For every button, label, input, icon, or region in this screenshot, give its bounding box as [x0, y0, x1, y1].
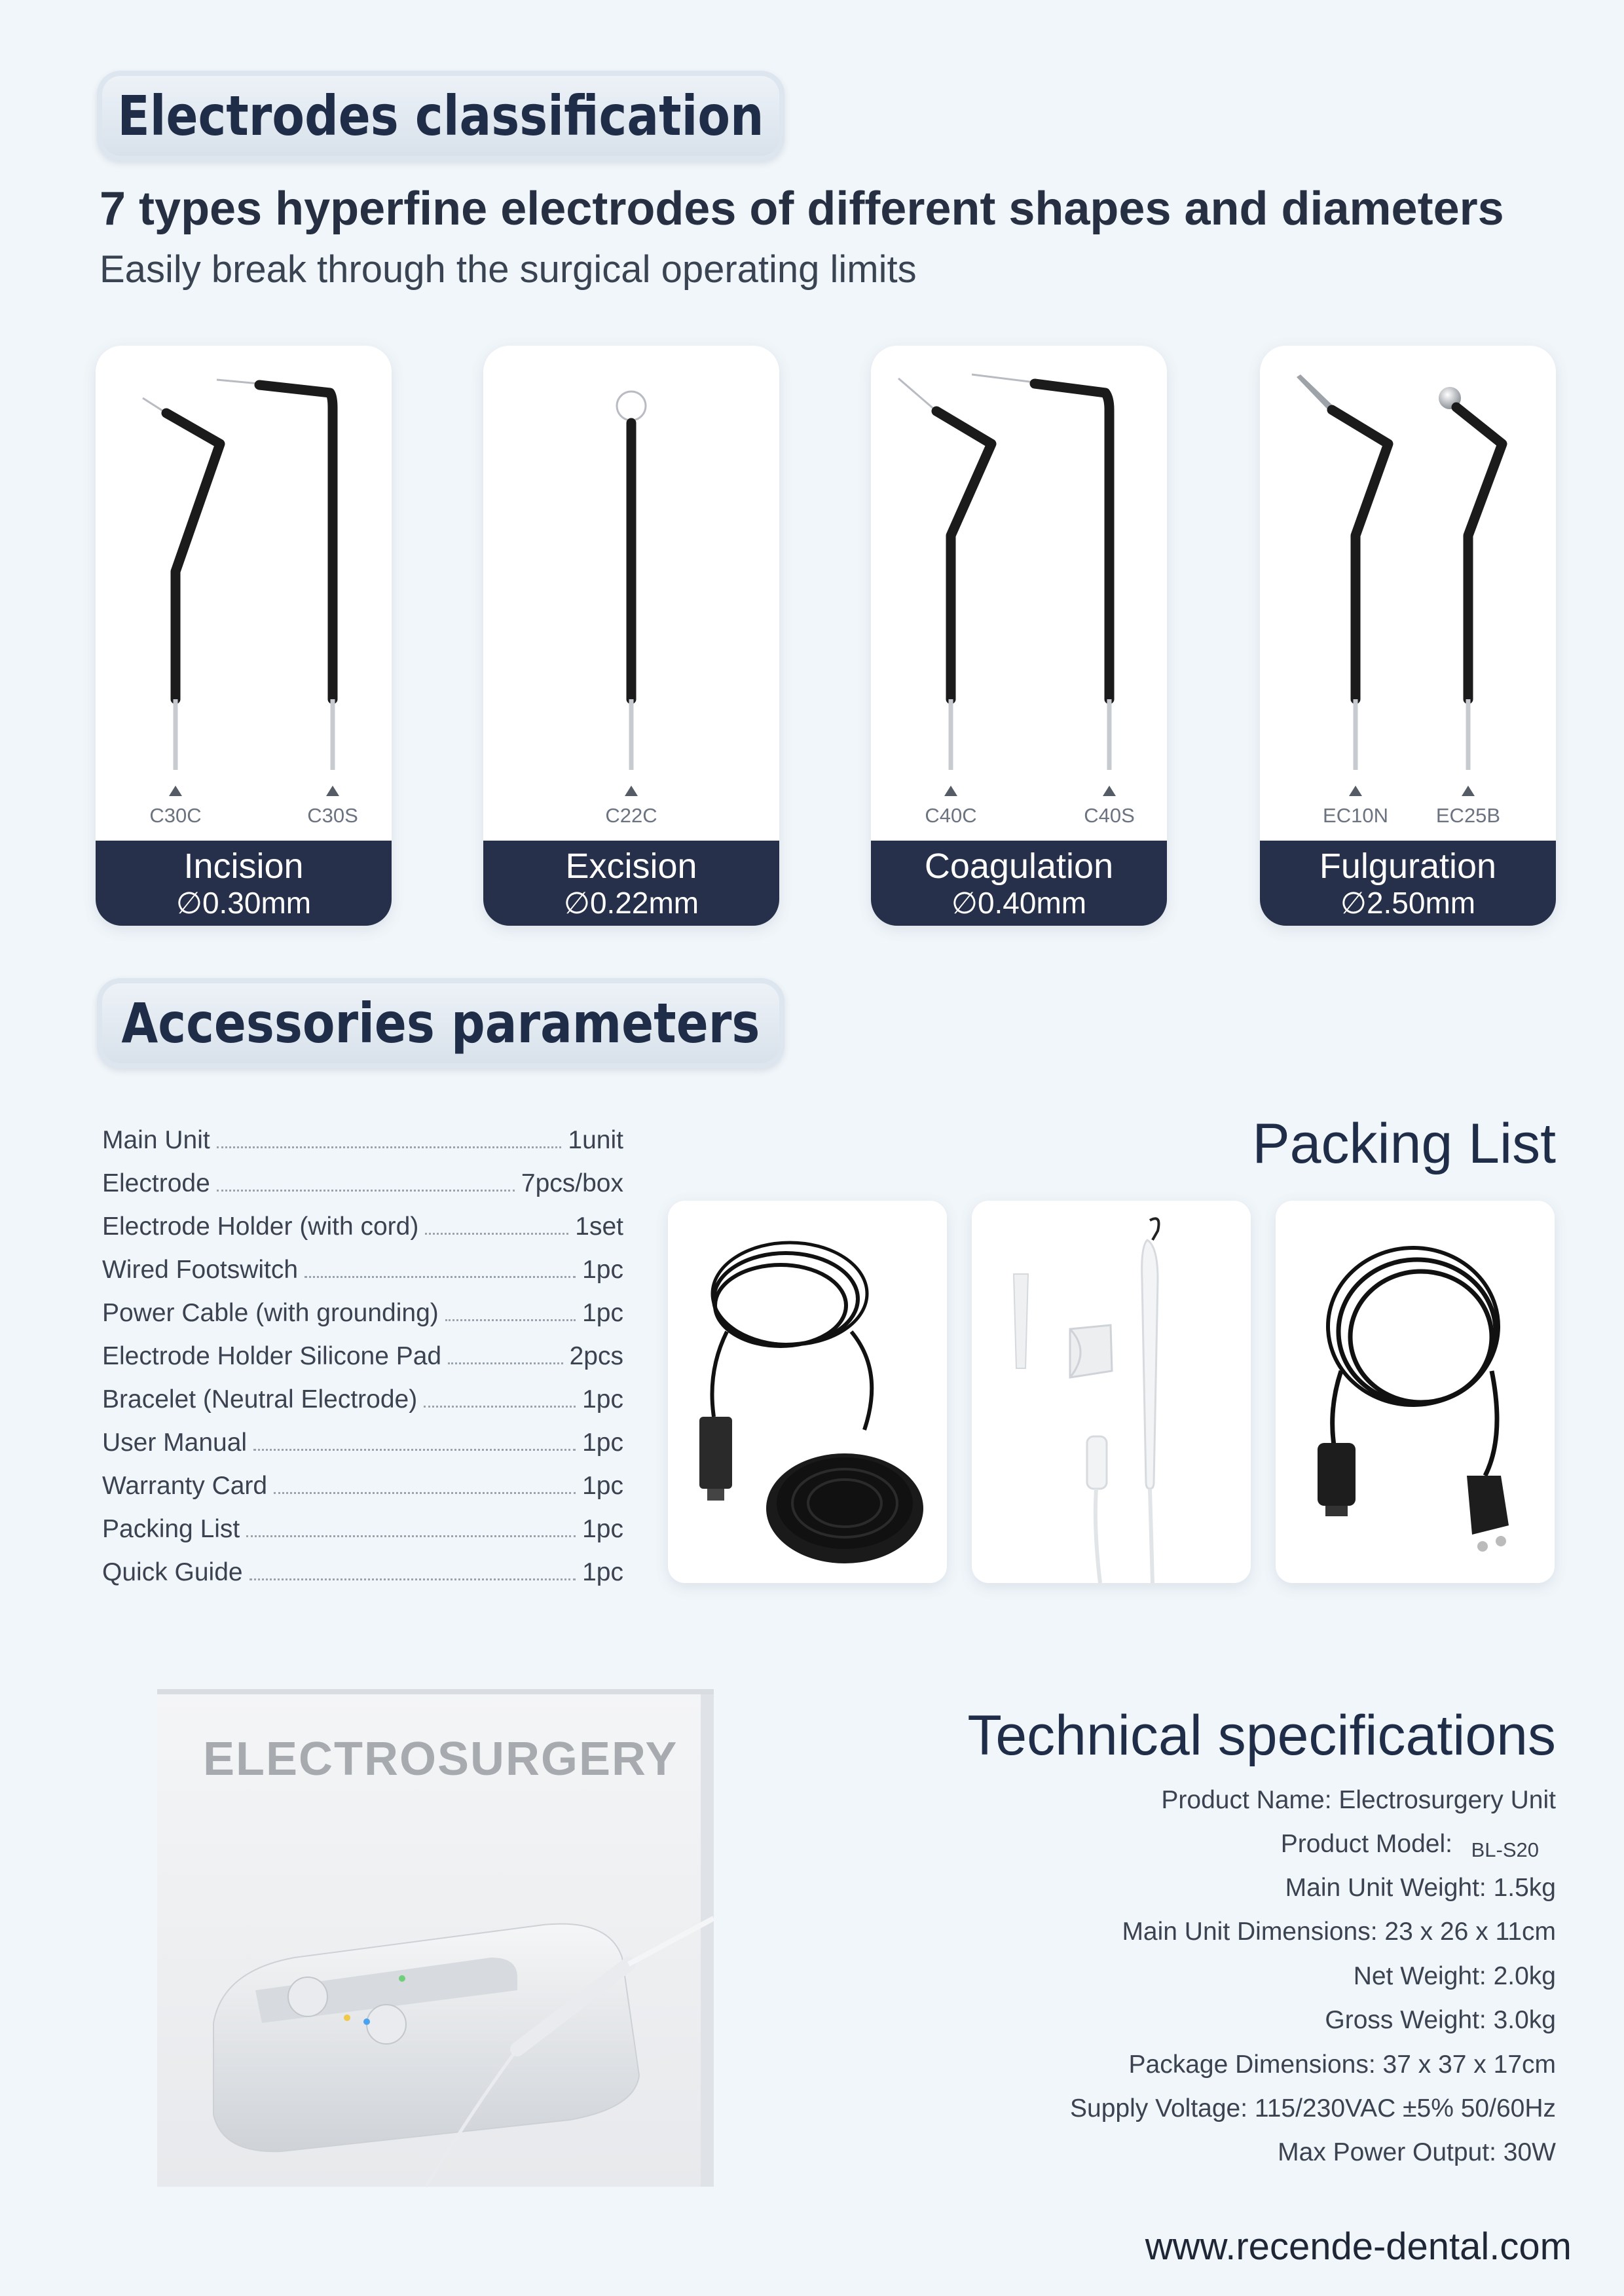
spec-row — [1161, 1786, 1556, 1815]
electrode-holder-illustration — [972, 1201, 1251, 1583]
list-item — [102, 1554, 623, 1587]
product-box — [151, 1683, 720, 2206]
electrode-name: Incision — [183, 847, 304, 886]
accessory-qty: 1pc — [582, 1429, 623, 1457]
spec-row — [1129, 2050, 1557, 2079]
spec-label: Product Model: — [1280, 1830, 1452, 1858]
spec-value: 23 x 26 x 11cm — [1384, 1918, 1556, 1946]
dot-leader — [274, 1492, 576, 1494]
spec-label: Gross Weight: — [1325, 2006, 1486, 2034]
marker-icon — [1462, 786, 1475, 796]
electrode-band — [96, 841, 392, 926]
marker-icon — [326, 786, 339, 796]
packing-photo-footswitch — [668, 1201, 947, 1583]
accessory-item: User Manual — [102, 1429, 248, 1457]
list-item — [102, 1381, 623, 1414]
dot-leader — [249, 1578, 576, 1580]
electrode-diameter: ∅2.50mm — [1340, 886, 1476, 920]
accessory-qty: 1pc — [582, 1558, 623, 1586]
electrode-code: C30C — [149, 804, 202, 827]
dot-leader — [246, 1535, 576, 1537]
packing-list-title: Packing List — [1252, 1112, 1556, 1175]
spec-value: 37 x 37 x 17cm — [1382, 2050, 1556, 2079]
spec-label: Max Power Output: — [1278, 2138, 1496, 2166]
accessory-item: Electrode Holder (with cord) — [102, 1212, 419, 1241]
spec-value: 1.5kg — [1493, 1874, 1556, 1902]
electrode-name: Fulguration — [1319, 847, 1497, 886]
spec-label: Product Name: — [1161, 1786, 1332, 1814]
box-label: ELECTROSURGERY — [203, 1733, 678, 1785]
dot-leader — [445, 1319, 576, 1321]
electrode-code: EC25B — [1435, 804, 1501, 827]
spec-row — [1354, 1962, 1556, 1991]
accessory-qty: 1set — [575, 1212, 623, 1241]
accessory-item: Warranty Card — [102, 1472, 268, 1500]
electrode-fulguration-illustration — [1260, 346, 1556, 804]
electrode-incision-illustration — [96, 346, 392, 804]
electrode-diameter: ∅0.22mm — [563, 886, 699, 920]
spec-row — [1281, 1830, 1452, 1859]
electrode-code: C22C — [605, 804, 657, 827]
accessory-qty: 1unit — [568, 1126, 623, 1154]
spec-label: Package Dimensions: — [1128, 2050, 1376, 2079]
accessory-item: Power Cable (with grounding) — [102, 1299, 439, 1327]
spec-value: BL-S20 — [1471, 1838, 1539, 1861]
spec-row — [1278, 2138, 1556, 2167]
electrode-coagulation-illustration — [871, 346, 1167, 804]
list-item — [102, 1209, 623, 1241]
marker-icon — [625, 786, 638, 796]
electrodes-subline: Easily break through the surgical operating limits — [100, 248, 917, 291]
list-item — [102, 1295, 623, 1328]
electrodes-headline: 7 types hyperfine electrodes of different shapes and diameters — [100, 183, 1504, 235]
footswitch-illustration — [668, 1201, 947, 1583]
electrode-diameter: ∅0.30mm — [175, 886, 312, 920]
spec-value: 30W — [1503, 2138, 1556, 2166]
electrode-code: C40C — [925, 804, 977, 827]
spec-row — [1471, 1834, 1539, 1863]
power-cable-illustration — [1276, 1201, 1555, 1583]
packing-photo-power-cable — [1276, 1201, 1555, 1583]
spec-value: Electrosurgery Unit — [1338, 1786, 1556, 1814]
list-item — [102, 1511, 623, 1544]
electrode-band — [871, 841, 1167, 926]
accessory-qty: 1pc — [582, 1256, 623, 1284]
electrode-card-incision — [96, 346, 392, 926]
list-item — [102, 1122, 623, 1155]
spec-value: 3.0kg — [1493, 2006, 1556, 2034]
spec-label: Main Unit Dimensions: — [1122, 1918, 1378, 1946]
spec-value: 115/230VAC ±5% 50/60Hz — [1254, 2094, 1556, 2123]
spec-label: Main Unit Weight: — [1285, 1874, 1486, 1902]
electrode-diameter: ∅0.40mm — [951, 886, 1087, 920]
accessory-qty: 1pc — [582, 1299, 623, 1327]
dot-leader — [304, 1276, 576, 1278]
electrode-name: Excision — [565, 847, 697, 886]
accessory-qty: 7pcs/box — [521, 1169, 623, 1197]
electrode-code: C30S — [307, 804, 358, 827]
accessory-item: Quick Guide — [102, 1558, 243, 1586]
spec-value: 2.0kg — [1493, 1962, 1556, 1990]
accessory-item: Packing List — [102, 1515, 240, 1543]
list-item — [102, 1338, 623, 1371]
marker-icon — [169, 786, 182, 796]
dot-leader — [425, 1233, 568, 1235]
accessory-item: Electrode — [102, 1169, 210, 1197]
electrode-band — [1260, 841, 1556, 926]
electrode-name: Coagulation — [924, 847, 1114, 886]
packing-photo-electrode-holder — [972, 1201, 1251, 1583]
accessory-qty: 1pc — [582, 1472, 623, 1500]
dot-leader — [448, 1362, 563, 1364]
electrode-band — [483, 841, 779, 926]
accessory-qty: 1pc — [582, 1515, 623, 1543]
electrode-code: EC10N — [1323, 804, 1388, 827]
accessory-item: Main Unit — [102, 1126, 210, 1154]
marker-icon — [944, 786, 957, 796]
list-item — [102, 1252, 623, 1285]
spec-row — [1325, 2006, 1556, 2035]
electrodes-classification-title: Electrodes classification — [97, 71, 784, 161]
electrode-card-excision — [483, 346, 779, 926]
website-link[interactable]: www.recende-dental.com — [1145, 2225, 1572, 2268]
spec-row — [1285, 1874, 1556, 1903]
spec-row — [1122, 1918, 1556, 1946]
electrode-excision-illustration — [483, 346, 779, 804]
marker-icon — [1103, 786, 1116, 796]
dot-leader — [424, 1406, 576, 1408]
marker-icon — [1349, 786, 1362, 796]
electrode-code: C40S — [1084, 804, 1135, 827]
dot-leader — [217, 1146, 562, 1148]
spec-label: Net Weight: — [1353, 1962, 1486, 1990]
dot-leader — [217, 1190, 515, 1192]
list-item — [102, 1468, 623, 1501]
accessory-qty: 1pc — [582, 1385, 623, 1413]
accessory-item: Bracelet (Neutral Electrode) — [102, 1385, 418, 1413]
accessory-qty: 2pcs — [569, 1342, 623, 1370]
technical-specifications-title: Technical specifications — [967, 1704, 1556, 1767]
electrode-card-coagulation — [871, 346, 1167, 926]
accessories-parameters-title: Accessories parameters — [97, 978, 784, 1068]
accessory-item: Wired Footswitch — [102, 1256, 299, 1284]
spec-row — [1070, 2094, 1556, 2123]
list-item — [102, 1165, 623, 1198]
accessory-item: Electrode Holder Silicone Pad — [102, 1342, 442, 1370]
list-item — [102, 1425, 623, 1457]
dot-leader — [253, 1449, 576, 1451]
electrode-card-fulguration — [1260, 346, 1556, 926]
spec-label: Supply Voltage: — [1070, 2094, 1248, 2123]
